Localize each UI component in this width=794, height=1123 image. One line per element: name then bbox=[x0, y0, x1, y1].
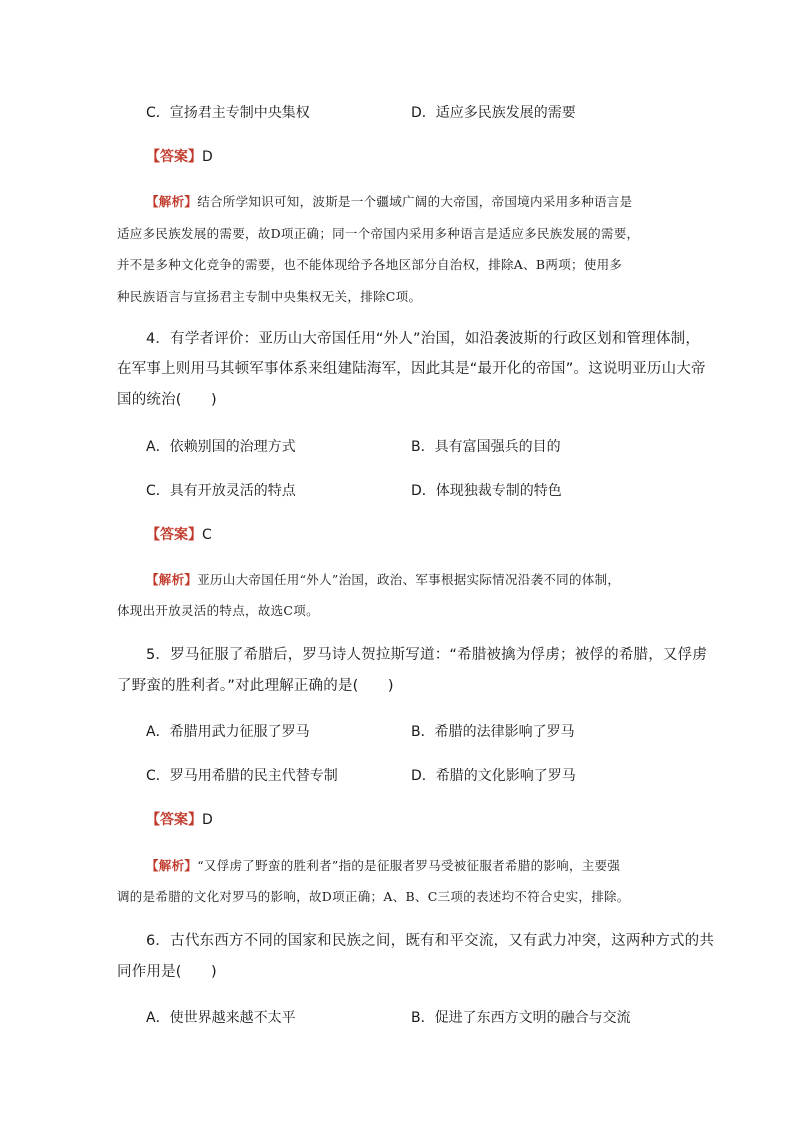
q5-option-a: A．希腊用武力征服了罗马 bbox=[146, 724, 310, 740]
q3-analysis-line-2: 适应多民族发展的需要，故D项正确；同一个帝国内采用多种语言是适应多民族发展的需要， bbox=[117, 226, 640, 241]
q4-stem-line-2: 在军事上则用马其顿军事体系来组建陆海军，因此其是“最开化的帝国”。这说明亚历山大帝 bbox=[117, 361, 706, 377]
analysis-text: 结合所学知识可知，波斯是一个疆域广阔的大帝国，帝国境内采用多种语言是 bbox=[197, 194, 633, 209]
answer-label: 【答案】 bbox=[146, 527, 202, 543]
q5-analysis-line-2: 调的是希腊的文化对罗马的影响，故D项正确；A、B、C三项的表述均不符合史实，排除。 bbox=[117, 889, 630, 904]
q4-analysis-line-1 bbox=[146, 570, 620, 590]
analysis-label: 【解析】 bbox=[146, 858, 198, 873]
q4-stem-line-3: 国的统治( ) bbox=[117, 392, 217, 408]
q4-stem-line-1: 4．有学者评价：亚历山大帝国任用“外人”治国，如沿袭波斯的行政区划和管理体制， bbox=[146, 331, 701, 347]
q6-option-b: B．促进了东西方文明的融合与交流 bbox=[411, 1010, 631, 1026]
q5-stem-line-2: 了野蛮的胜利者。”对此理解正确的是( ) bbox=[117, 678, 394, 694]
q3-option-d: D．适应多民族发展的需要 bbox=[411, 105, 576, 121]
q5-option-c: C．罗马用希腊的民主代替专制 bbox=[146, 768, 338, 784]
answer-value: C bbox=[202, 527, 212, 543]
q5-analysis-line-1 bbox=[146, 856, 620, 876]
answer-value: D bbox=[202, 149, 213, 165]
q3-analysis-line-3: 并不是多种文化竞争的需要，也不能体现给予各地区部分自治权，排除A、B两项；使用多 bbox=[117, 257, 623, 272]
analysis-label: 【解析】 bbox=[146, 194, 198, 209]
q3-analysis-line-1 bbox=[146, 192, 632, 212]
q4-option-b: B．具有富国强兵的目的 bbox=[411, 439, 561, 455]
q4-answer bbox=[146, 525, 212, 545]
analysis-text: “又俘虏了野蛮的胜利者”指的是征服者罗马受被征服者希腊的影响，主要强 bbox=[197, 858, 621, 873]
q3-analysis-line-4: 种民族语言与宣扬君主专制中央集权无关，排除C项。 bbox=[117, 289, 422, 304]
q4-analysis-line-2: 体现出开放灵活的特点，故选C项。 bbox=[117, 603, 319, 618]
answer-value: D bbox=[202, 812, 213, 828]
q4-option-d: D．体现独裁专制的特色 bbox=[411, 483, 562, 499]
q5-option-d: D．希腊的文化影响了罗马 bbox=[411, 768, 576, 784]
analysis-text: 亚历山大帝国任用“外人”治国，政治、军事根据实际情况沿袭不同的体制， bbox=[197, 572, 621, 587]
q5-stem-line-1: 5．罗马征服了希腊后，罗马诗人贺拉斯写道：“希腊被擒为俘虏；被俘的希腊，又俘虏 bbox=[146, 647, 708, 663]
q6-stem-line-2: 同作用是( ) bbox=[117, 964, 217, 980]
answer-label: 【答案】 bbox=[146, 149, 202, 165]
q4-option-a: A．依赖别国的治理方式 bbox=[146, 439, 296, 455]
q4-option-c: C．具有开放灵活的特点 bbox=[146, 483, 296, 499]
q5-answer bbox=[146, 810, 213, 830]
q3-option-c: C．宣扬君主专制中央集权 bbox=[146, 105, 310, 121]
answer-label: 【答案】 bbox=[146, 812, 202, 828]
q3-answer bbox=[146, 147, 213, 167]
q6-stem-line-1: 6．古代东西方不同的国家和民族之间，既有和平交流，又有武力冲突，这两种方式的共 bbox=[146, 933, 715, 949]
q6-option-a: A．使世界越来越不太平 bbox=[146, 1010, 296, 1026]
q5-option-b: B．希腊的法律影响了罗马 bbox=[411, 724, 575, 740]
analysis-label: 【解析】 bbox=[146, 572, 198, 587]
